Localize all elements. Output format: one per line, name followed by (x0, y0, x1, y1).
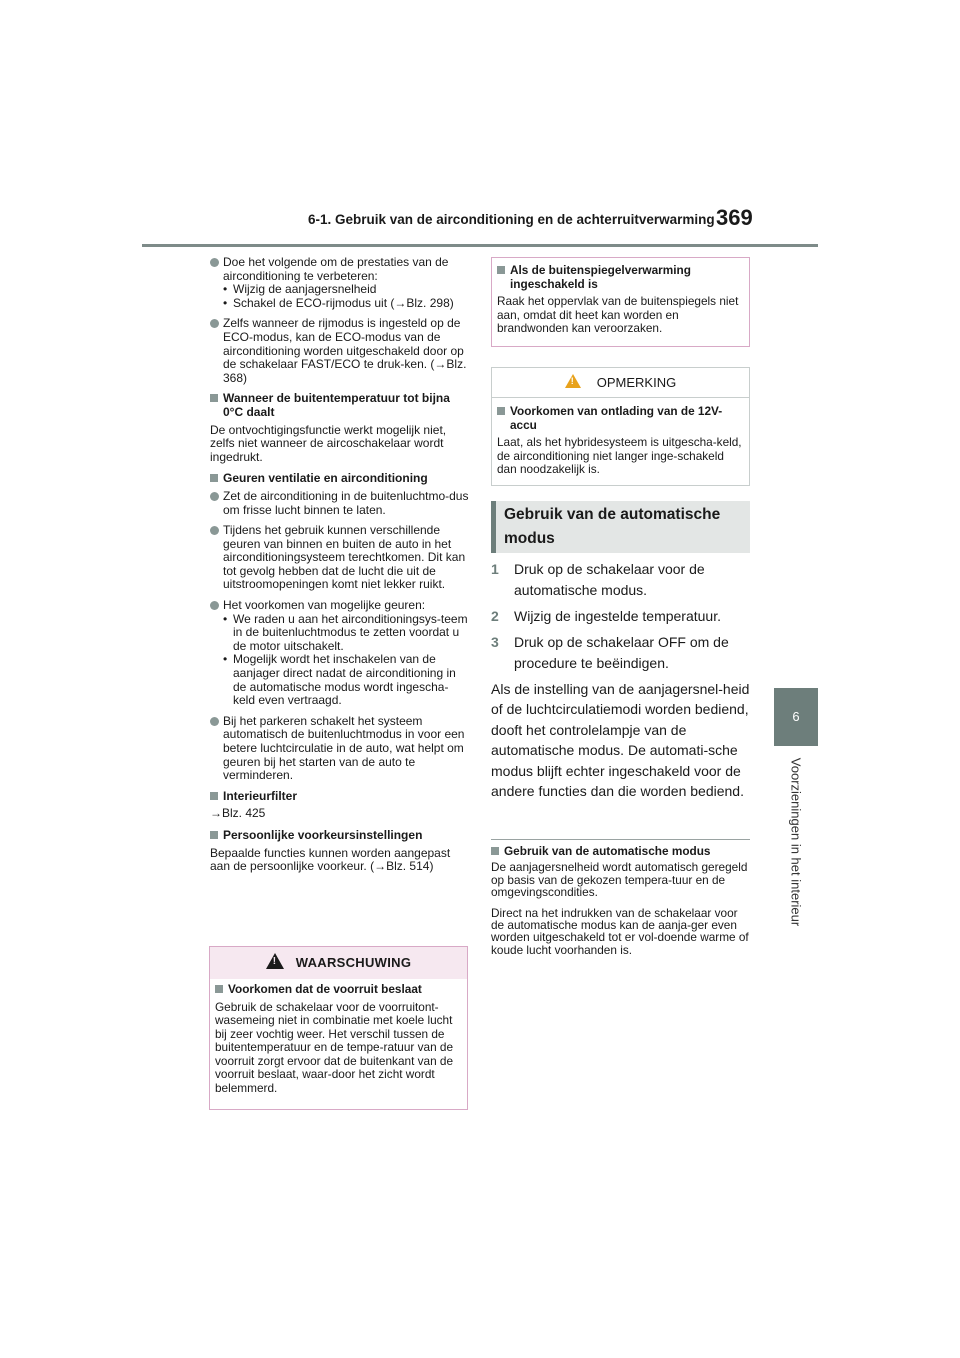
paragraph: Raak het oppervlak van de buitenspiegels niet aan, omdat dit heet kan worden en brandwonden kan veroorzaken. (497, 294, 739, 335)
step-number: 1 (491, 561, 499, 577)
list-item: Bij het parkeren schakelt het systeem automatisch de buitenluchtmodus in voor een betere luchtcirculatie in de auto, wat helpt om geuren bij het starten van de auto te verminderen. (210, 715, 469, 783)
warning-box (209, 946, 468, 1110)
notice-text: Laat, als het hybridesysteem is uitgescha-keld, de airconditioning niet langer inge-schakeld dan noodzakelijk is. (497, 435, 742, 476)
page-number: 369 (716, 205, 753, 230)
header-rule (142, 244, 818, 247)
paragraph: De ontvochtigingsfunctie werkt mogelijk niet, zelfs niet wanneer de aircoschakelaar wordt ingedrukt. (210, 422, 447, 464)
list-item: Tijdens het gebruik kunnen verschillende geuren van binnen en buiten de auto in het airconditioningsysteem terechtkomen. Dit kan tot gevolg hebben dat de lucht die uit de uitstroomopeningen komt niet lekker ruikt. (210, 524, 469, 592)
paragraph: Direct na het indrukken van de schakelaar voor de automatische modus kan de aanja-ger even worden uitgeschakeld tot er vol-doende warme of koude lucht voorhanden is. (491, 905, 749, 957)
page-reference: →Blz. 425 (210, 806, 266, 821)
warning-text: Gebruik de schakelaar voor de voorruitont-wasemeing niet in combinatie met koele lucht bij zeer vochtig weer. Het verschil tussen de buitentemperatuur en de tempe-ratuur van de voorruit zorgt ervoor dat de buitenkant van de voorruit beslaat, waar-door het zicht wordt belemmerd. (215, 999, 454, 1095)
sub-item: • We raden u aan het airconditioningsys-teem in de buitenluchtmodus te zetten voordat u de motor uitschakelt. (223, 613, 469, 654)
section-heading: Persoonlijke voorkeursinstellingen (210, 829, 469, 843)
section-heading: Als de buitenspiegelverwarming ingeschakeld is (497, 264, 744, 291)
section-heading: Wanneer de buitentemperatuur tot bijna 0°C daalt (210, 392, 469, 419)
mirror-heater-box (491, 257, 750, 347)
chapter-title: Voorzieningen in het interieur (788, 757, 804, 927)
paragraph: De aanjagersnelheid wordt automatisch geregeld op basis van de gekozen tempera-tuur en de omgevingscondities. (491, 860, 748, 900)
step-item: 1 Druk op de schakelaar voor de automatische modus. (491, 561, 705, 598)
auto-mode-paragraph: Als de instelling van de aanjagersnel-heid of de luchtcirculatiemodi worden bediend, dooft het controlelampje van de automatische modus. De automati-sche modus blijft echter ingeschakeld voor de andere functies dan die worden bediend. (491, 681, 750, 800)
notice-title: OPMERKING (596, 375, 677, 390)
warning-title: WAARSCHUWING (295, 955, 412, 970)
paragraph: Bepaalde functies kunnen worden aangepast aan de persoonlijke voorkeur. (→Blz. 514) (210, 845, 451, 874)
list-item: Doe het volgende om de prestaties van de airconditioning te verbeteren: • Wijzig de aanjagersnelheid • Schakel de ECO-rijmodus uit (→Blz. 298) (210, 256, 469, 310)
steps-list (491, 559, 750, 679)
step-item: 2 Wijzig de ingestelde temperatuur. (491, 606, 750, 627)
warning-heading: Voorkomen dat de voorruit beslaat (215, 983, 462, 997)
notice-box (491, 367, 750, 486)
section-heading: Gebruik van de automatische modus (491, 845, 750, 857)
divider (491, 839, 750, 840)
section-heading: Interieurfilter (210, 790, 469, 804)
section-heading: Geuren ventilatie en airconditioning (210, 472, 469, 486)
notice-header (492, 368, 749, 398)
chapter-tab: 6 (774, 688, 818, 746)
step-number: 3 (491, 634, 499, 650)
running-header: 6-1. Gebruik van de airconditioning en de achterruitverwarming (308, 212, 715, 227)
sub-item: • Schakel de ECO-rijmodus uit (→Blz. 298) (223, 297, 469, 311)
caution-icon: ! (565, 374, 581, 388)
left-column (210, 256, 469, 882)
sub-item: • Wijzig de aanjagersnelheid (223, 283, 469, 297)
list-item: Het voorkomen van mogelijke geuren: • We raden u aan het airconditioningsys-teem in de buitenluchtmodus te zetten voordat u de motor uitschakelt. • Mogelijk wordt het inschakelen van de aanjager direct nadat de airconditioning in de automatische modus wordt ingescha-keld even vertraagd. (210, 599, 469, 708)
step-item: 3 Druk op de schakelaar OFF om de procedure te beëindigen. (491, 634, 729, 671)
warning-icon: ! (266, 953, 284, 969)
list-item: Zelfs wanneer de rijmodus is ingesteld op de ECO-modus, kan de ECO-modus van de airconditioning worden uitgeschakeld door op de schakelaar FAST/ECO te druk-ken. (→Blz. 368) (210, 317, 469, 385)
notice-heading: Voorkomen van ontlading van de 12V-accu (497, 405, 744, 432)
sub-item: • Mogelijk wordt het inschakelen van de aanjager direct nadat de airconditioning in de automatische modus wordt ingescha-keld even vertraagd. (223, 653, 469, 707)
auto-mode-notes (491, 845, 750, 964)
warning-header (210, 947, 467, 979)
step-number: 2 (491, 608, 499, 624)
list-item: Zet de airconditioning in de buitenluchtmo-dus om frisse lucht binnen te laten. (210, 490, 469, 517)
section-title: Gebruik van de automatische modus (491, 501, 750, 553)
